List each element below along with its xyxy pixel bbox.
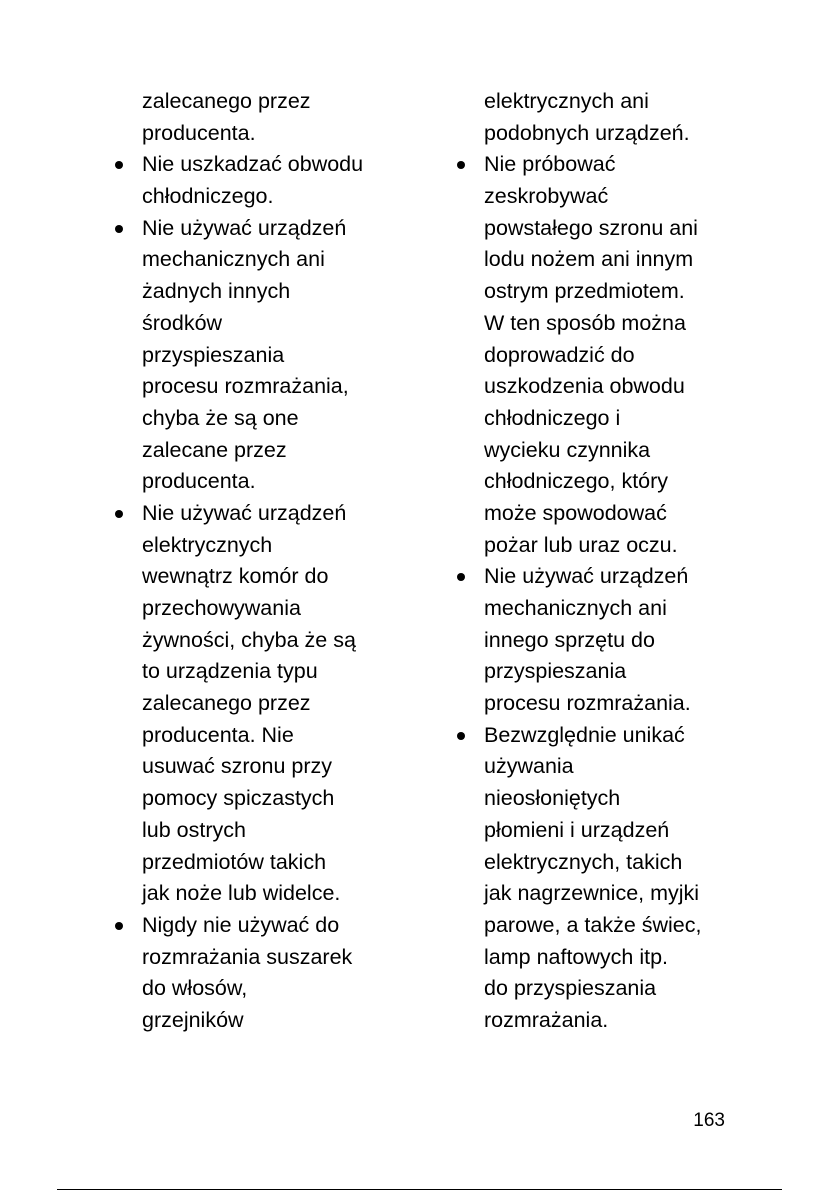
text-line [115, 530, 365, 562]
text-line [457, 688, 707, 720]
right-text-column [457, 86, 707, 1037]
bullet-icon [115, 161, 123, 169]
line-text: Nie używać urządzeń [484, 564, 689, 589]
line-text: chłodniczego. [142, 184, 274, 209]
text-line [457, 86, 707, 118]
text-line [115, 751, 365, 783]
line-text: Bezwzględnie unikać [484, 722, 685, 747]
line-text: zeskrobywać [484, 184, 609, 209]
line-text: innego sprzętu do [484, 627, 655, 652]
line-text: grzejników [142, 1007, 244, 1032]
text-line [115, 435, 365, 467]
text-line [115, 720, 365, 752]
left-text-column [115, 86, 365, 1037]
line-text: pomocy spiczastych [142, 786, 335, 811]
line-text: zalecanego przez [142, 89, 311, 113]
text-line [115, 561, 365, 593]
line-text: usuwać szronu przy [142, 754, 332, 779]
line-text: lamp naftowych itp. [484, 944, 669, 969]
text-line [115, 656, 365, 688]
text-line [457, 498, 707, 530]
line-text: przechowywania [142, 596, 301, 620]
text-line [115, 973, 365, 1005]
line-text: uszkodzenia obwodu [484, 374, 685, 399]
text-line [115, 403, 365, 435]
line-text: Nie uszkadzać obwodu [142, 152, 364, 177]
line-text: parowe, a także świec, [484, 912, 702, 937]
line-text: środków [142, 310, 223, 335]
text-line [457, 878, 707, 910]
line-text: Nigdy nie używać do [142, 912, 340, 937]
text-line [457, 308, 707, 340]
text-line [457, 276, 707, 308]
text-line [115, 593, 365, 625]
line-text: wewnątrz komór do [142, 564, 329, 589]
bullet-icon [457, 573, 465, 581]
line-text: elektrycznych ani [484, 89, 649, 113]
line-text: jak noże lub widelce. [142, 881, 341, 906]
line-text: Nie próbować [484, 152, 616, 177]
text-line [457, 118, 707, 150]
line-text: elektrycznych [142, 532, 273, 557]
line-text: chłodniczego, który [484, 469, 669, 494]
line-text: przedmiotów takich [142, 849, 327, 874]
text-line [115, 815, 365, 847]
text-line [115, 942, 365, 974]
bullet-list-item-line [457, 561, 707, 593]
text-line [457, 942, 707, 974]
bullet-list-item-line [115, 213, 365, 245]
text-line [457, 213, 707, 245]
line-text: Nie używać urządzeń [142, 500, 347, 525]
line-text: pożar lub uraz oczu. [484, 532, 678, 557]
bullet-list-item-line [115, 149, 365, 181]
text-line [115, 118, 365, 150]
text-line [457, 815, 707, 847]
text-line [115, 878, 365, 910]
text-line [115, 371, 365, 403]
text-line [115, 181, 365, 213]
line-text: chłodniczego i [484, 405, 621, 430]
line-text: żywności, chyba że są [142, 627, 356, 652]
bullet-icon [457, 732, 465, 740]
text-line [115, 847, 365, 879]
text-line [457, 466, 707, 498]
line-text: to urządzenia typu [142, 659, 318, 684]
text-line [457, 244, 707, 276]
text-line [457, 181, 707, 213]
text-line [115, 86, 365, 118]
line-text: W ten sposób można [484, 310, 686, 335]
line-text: jak nagrzewnice, myjki [484, 881, 700, 906]
line-text: producenta. Nie [142, 722, 294, 747]
line-text: zalecane przez [142, 437, 287, 462]
text-line [457, 910, 707, 942]
bullet-icon [115, 510, 123, 518]
line-text: używania [484, 754, 574, 779]
line-text: lodu nożem ani innym [484, 247, 694, 272]
text-line [115, 276, 365, 308]
bullet-list-item-line [457, 149, 707, 181]
line-text: do przyspieszania [484, 976, 657, 1001]
text-line [115, 625, 365, 657]
bullet-list-item-line [115, 910, 365, 942]
line-text: zalecanego przez [142, 691, 311, 716]
line-text: płomieni i urządzeń [484, 817, 670, 842]
text-line [457, 973, 707, 1005]
line-text: elektrycznych, takich [484, 849, 683, 874]
line-text: rozmrażania suszarek [142, 944, 353, 969]
line-text: podobnych urządzeń. [484, 120, 690, 145]
text-line [115, 308, 365, 340]
text-line [457, 530, 707, 562]
page-number: 163 [693, 1110, 725, 1131]
line-text: producenta. [142, 469, 256, 494]
line-text: wycieku czynnika [484, 437, 651, 462]
line-text: doprowadzić do [484, 342, 635, 367]
line-text: ostrym przedmiotem. [484, 279, 685, 304]
line-text: przyspieszania [142, 342, 285, 367]
text-line [115, 340, 365, 372]
text-line [115, 466, 365, 498]
line-text: może spowodować [484, 500, 667, 525]
line-text: producenta. [142, 120, 256, 145]
line-text: mechanicznych ani [484, 596, 667, 620]
text-line [457, 340, 707, 372]
text-line [115, 1005, 365, 1037]
text-line [457, 435, 707, 467]
text-line [457, 656, 707, 688]
bullet-icon [115, 922, 123, 930]
text-line [457, 751, 707, 783]
line-text: mechanicznych ani [142, 247, 325, 272]
line-text: powstałego szronu ani [484, 215, 698, 240]
line-text: procesu rozmrażania. [484, 691, 691, 716]
text-line [115, 783, 365, 815]
text-line [457, 371, 707, 403]
bullet-icon [115, 225, 123, 233]
line-text: żadnych innych [142, 279, 291, 304]
text-line [457, 1005, 707, 1037]
line-text: procesu rozmrażania, [142, 374, 349, 399]
bullet-icon [457, 161, 465, 169]
text-line [457, 783, 707, 815]
bullet-list-item-line [457, 720, 707, 752]
text-line [115, 244, 365, 276]
text-line [457, 625, 707, 657]
line-text: nieosłoniętych [484, 786, 621, 811]
text-line [457, 403, 707, 435]
line-text: przyspieszania [484, 659, 627, 684]
footer-rule [57, 1189, 782, 1190]
line-text: do włosów, [142, 976, 248, 1001]
text-line [457, 847, 707, 879]
text-line [457, 593, 707, 625]
bullet-list-item-line [115, 498, 365, 530]
line-text: rozmrażania. [484, 1007, 609, 1032]
line-text: Nie używać urządzeń [142, 215, 347, 240]
line-text: chyba że są one [142, 405, 299, 430]
text-line [115, 688, 365, 720]
line-text: lub ostrych [142, 817, 246, 842]
